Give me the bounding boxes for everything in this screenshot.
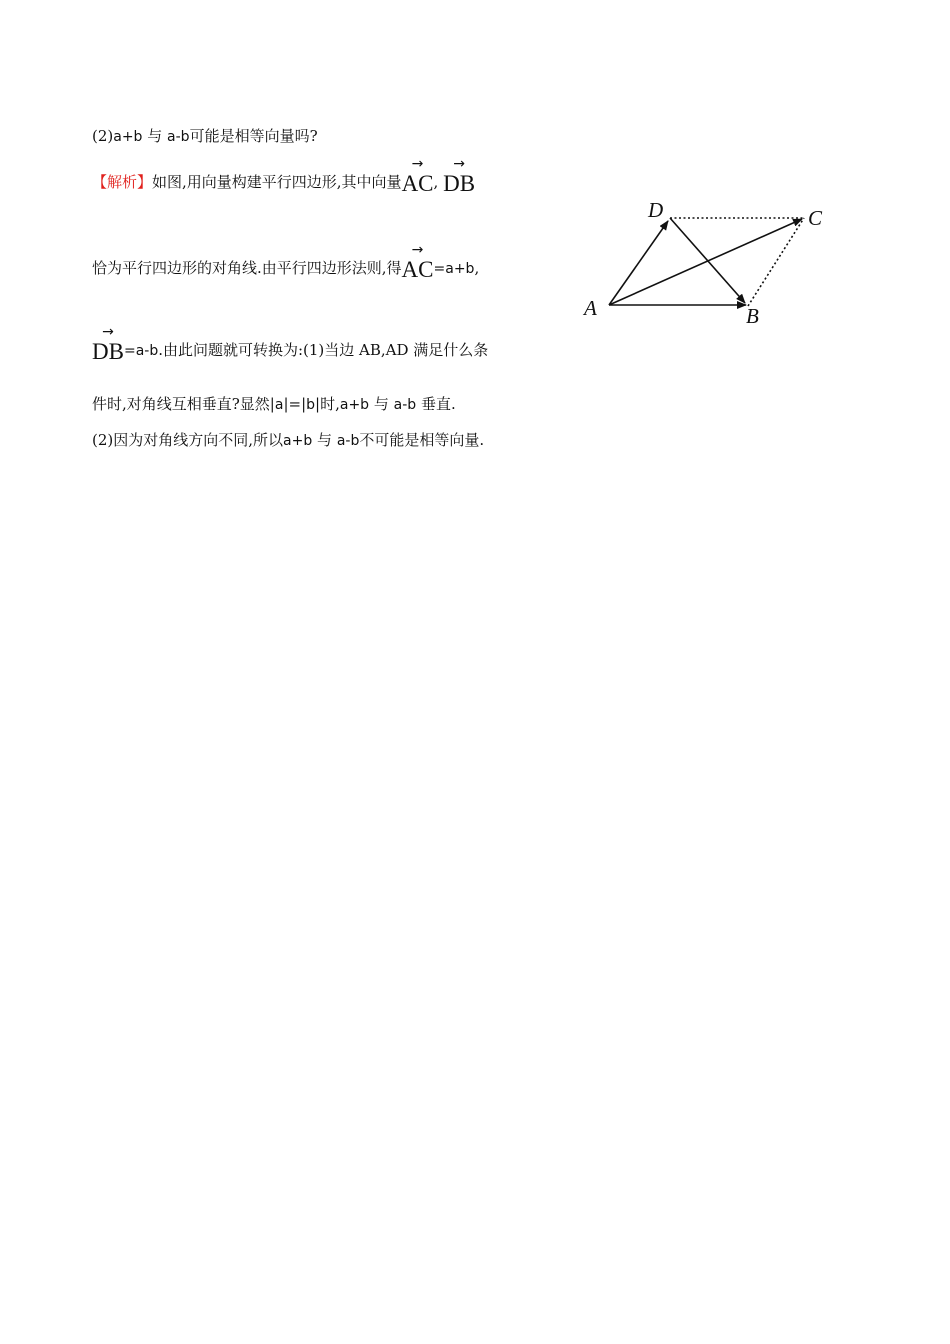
label-a: A [584, 296, 597, 320]
text: 与 [147, 127, 163, 145]
solution-line-1: 【解析】如图,用向量构建平行四边形,其中向量 → AC, → DB [92, 156, 476, 196]
solution-line-2: 恰为平行四边形的对角线.由平行四边形法则,得 → AC=a+b, [92, 242, 480, 282]
question-text: 可能是相等向量吗? [189, 127, 318, 145]
solution-text: .由此问题就可转换为:(1)当边 AB,AD 满足什么条 [158, 341, 489, 359]
vector-ac: → AC [401, 242, 434, 282]
solution-text: 恰为平行四边形的对角线.由平行四边形法则,得 [92, 259, 402, 277]
solution-line-3: → DB=a-b.由此问题就可转换为:(1)当边 AB,AD 满足什么条 [92, 324, 489, 364]
vector-diff: a-b [167, 129, 190, 145]
label-b: B [746, 304, 759, 328]
vector-sum: a+b [339, 397, 370, 413]
solution-text: 如图,用向量构建平行四边形,其中向量 [152, 173, 402, 191]
vector-sum: a+b [113, 129, 143, 145]
vector-arrow-icon: → [453, 156, 465, 172]
label-c: C [808, 206, 823, 230]
vector-db: → DB [92, 324, 124, 364]
vector-diff: a-b [393, 397, 417, 413]
vector-sum: a+b [283, 433, 313, 449]
vector-sum: a+b [445, 261, 475, 277]
analysis-tag: 【解析】 [92, 173, 153, 191]
question-line [92, 126, 318, 147]
vector-ac: → AC [401, 156, 434, 196]
vector-diff: a-b [336, 433, 360, 449]
vector-arrow-icon: → [411, 156, 424, 172]
vector-diff: a-b [135, 343, 159, 359]
question-number: (2) [92, 127, 114, 145]
solution-line-4: 件时,对角线互相垂直?显然|a|=|b|时,a+b 与 a-b 垂直. [92, 395, 456, 413]
label-d: D [648, 198, 664, 222]
parallelogram-figure [578, 195, 838, 335]
vector-db: → DB [443, 156, 476, 196]
vector-db-arrow [670, 218, 745, 303]
solution-line-5: (2)因为对角线方向不同,所以a+b 与 a-b不可能是相等向量. [92, 431, 485, 449]
vector-arrow-icon: → [102, 324, 114, 340]
vector-ac-arrow [609, 219, 802, 305]
vector-arrow-icon: → [411, 242, 424, 258]
